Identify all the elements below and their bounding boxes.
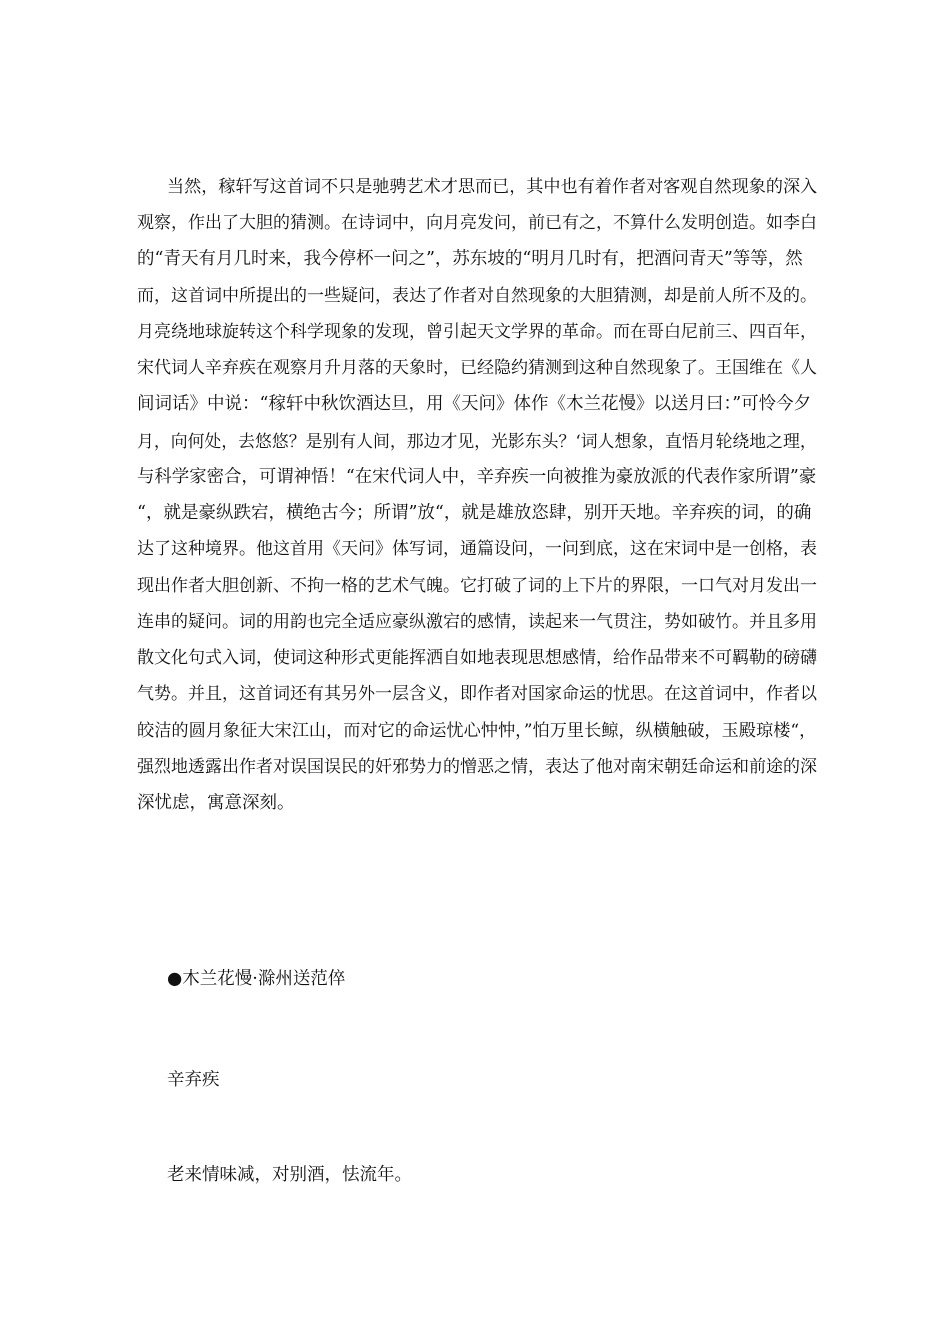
paragraph-line: 达了这种境界。他这首用《天问》体写词，通篇设问，一问到底，这在宋词中是一创格，表 <box>137 539 817 559</box>
poem-author: 辛弃疾 <box>167 1070 220 1090</box>
paragraph-line: 与科学家密合，可谓神悟！“在宋代词人中，辛弃疾一向被推为豪放派的代表作家所谓”豪 <box>137 467 817 487</box>
paragraph-line: 散文化句式入词，使词这种形式更能挥洒自如地表现思想感情，给作品带来不可羁勒的磅礴 <box>137 648 817 668</box>
paragraph-line: 现出作者大胆创新、不拘一格的艺术气魄。它打破了词的上下片的界限，一口气对月发出一 <box>137 576 817 596</box>
paragraph-line: 月亮绕地球旋转这个科学现象的发现，曾引起天文学界的革命。而在哥白尼前三、四百年， <box>137 322 817 342</box>
paragraph-line: 而，这首词中所提出的一些疑问，表达了作者对自然现象的大胆猜测，却是前人所不及的。 <box>137 286 817 306</box>
paragraph-line: 间词话》中说：“稼轩中秋饮酒达旦，用《天问》体作《木兰花慢》以送月曰：”可怜今夕 <box>137 394 812 414</box>
paragraph-line: “，就是豪纵跌宕，横绝古今；所谓”放“，就是雄放恣肆，别开天地。辛弃疾的词，的确 <box>137 503 812 523</box>
paragraph-line: 皎洁的圆月象征大宋江山，而对它的命运忧心忡忡，”怕万里长鲸，纵横触破，玉殿琼楼“， <box>137 721 817 741</box>
paragraph-line: 强烈地透露出作者对误国误民的奸邪势力的憎恶之情，表达了他对南宋朝廷命运和前途的深 <box>137 757 817 777</box>
paragraph-line: 的“青天有月几时来，我今停杯一问之”，苏东坡的“明月几时有，把酒问青天”等等，然 <box>137 249 803 269</box>
paragraph-line: 当然，稼轩写这首词不只是驰骋艺术才思而已，其中也有着作者对客观自然现象的深入 <box>167 177 818 197</box>
paragraph-line: 观察，作出了大胆的猜测。在诗词中，向月亮发问，前已有之，不算什么发明创造。如李白 <box>137 213 817 233</box>
paragraph-line: 月，向何处，去悠悠？是别有人间，那边才见，光影东头？‘词人想象，直悟月轮绕地之理， <box>137 431 817 451</box>
poem-title: ●木兰花慢·滁州送范倅 <box>167 969 346 989</box>
paragraph-line: 深忧虑，寓意深刻。 <box>137 793 295 813</box>
paragraph-line: 气势。并且，这首词还有其另外一层含义，即作者对国家命运的忧思。在这首词中，作者以 <box>137 684 817 704</box>
paragraph-line: 宋代词人辛弃疾在观察月升月落的天象时，已经隐约猜测到这种自然现象了。王国维在《人 <box>137 358 817 378</box>
paragraph-line: 连串的疑问。词的用韵也完全适应豪纵激宕的感情，读起来一气贯注，势如破竹。并且多用 <box>137 612 817 632</box>
poem-first-line: 老来情味减，对别酒，怯流年。 <box>167 1165 412 1185</box>
